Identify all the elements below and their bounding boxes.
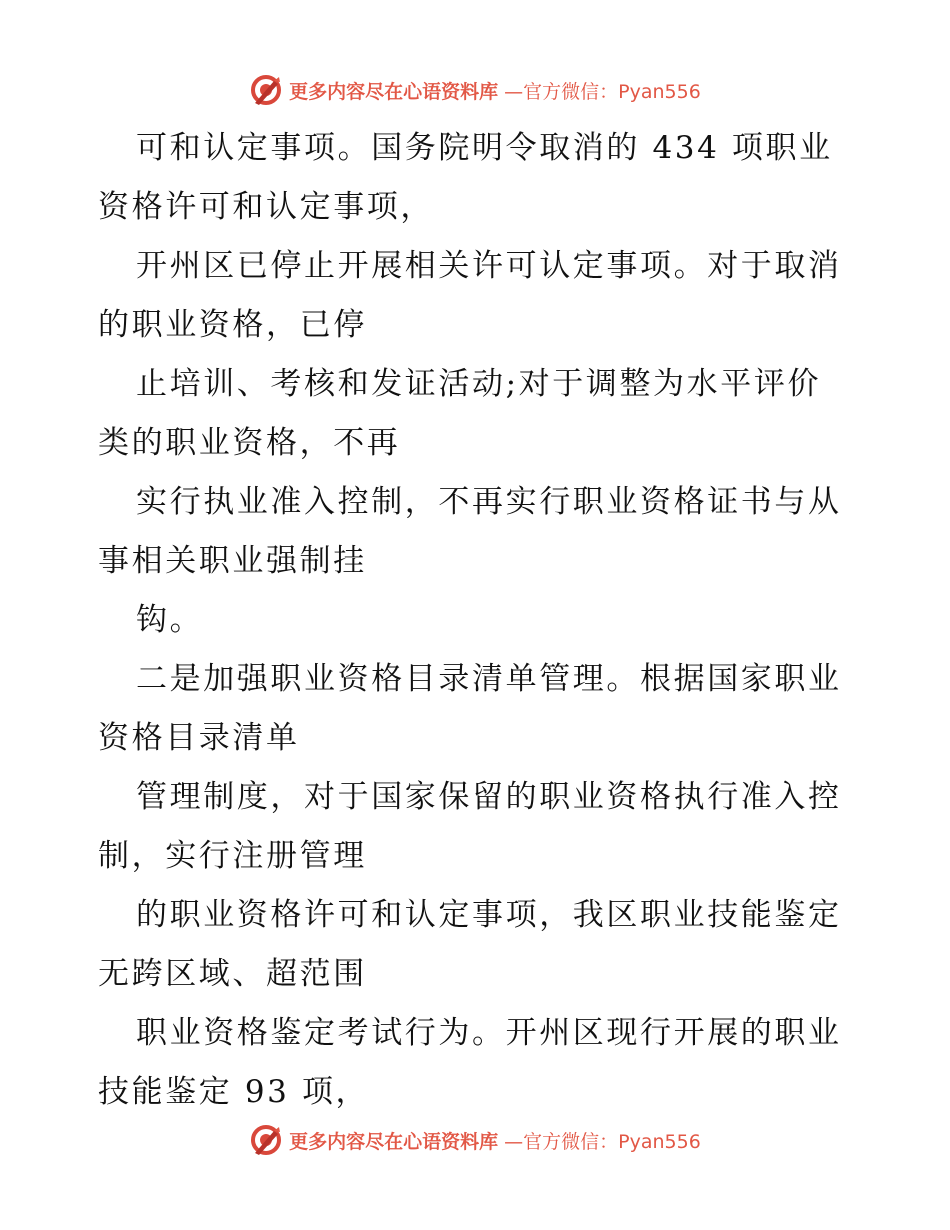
text-line: 可和认定事项。国务院明令取消的 434 项职业 <box>136 130 833 166</box>
text-line: 事相关职业强制挂 <box>98 543 367 579</box>
text-line: 资格许可和认定事项， <box>98 189 434 225</box>
text-line: 开州区已停止开展相关许可认定事项。对于取消 <box>136 248 842 284</box>
text-line: 的职业资格许可和认定事项，我区职业技能鉴定 <box>136 897 842 933</box>
text-line: 的职业资格，已停 <box>98 307 367 343</box>
text-line: 类的职业资格，不再 <box>98 425 401 461</box>
watermark-site-text: 更多内容尽在心语资料库 <box>289 80 499 103</box>
pen-logo-icon <box>249 1123 283 1157</box>
watermark-contact-text: —官方微信：Pyan556 <box>504 80 701 103</box>
footer-watermark <box>0 1120 950 1160</box>
watermark-site-text: 更多内容尽在心语资料库 <box>289 1130 499 1153</box>
text-line: 实行执业准入控制，不再实行职业资格证书与从 <box>136 484 842 520</box>
text-line: 管理制度，对于国家保留的职业资格执行准入控 <box>136 779 842 815</box>
text-line: 职业资格鉴定考试行为。开州区现行开展的职业 <box>136 1015 842 1051</box>
text-line: 无跨区域、超范围 <box>98 956 367 992</box>
text-line: 技能鉴定 93 项， <box>98 1074 370 1110</box>
text-line: 钩。 <box>136 602 204 638</box>
text-line: 资格目录清单 <box>98 720 300 756</box>
header-watermark <box>0 70 950 110</box>
document-body <box>98 119 888 1122</box>
watermark-contact-text: —官方微信：Pyan556 <box>504 1130 701 1153</box>
text-line: 止培训、考核和发证活动;对于调整为水平评价 <box>136 366 822 402</box>
pen-logo-icon <box>249 73 283 107</box>
text-line: 二是加强职业资格目录清单管理。根据国家职业 <box>136 661 842 697</box>
text-line: 制，实行注册管理 <box>98 838 367 874</box>
